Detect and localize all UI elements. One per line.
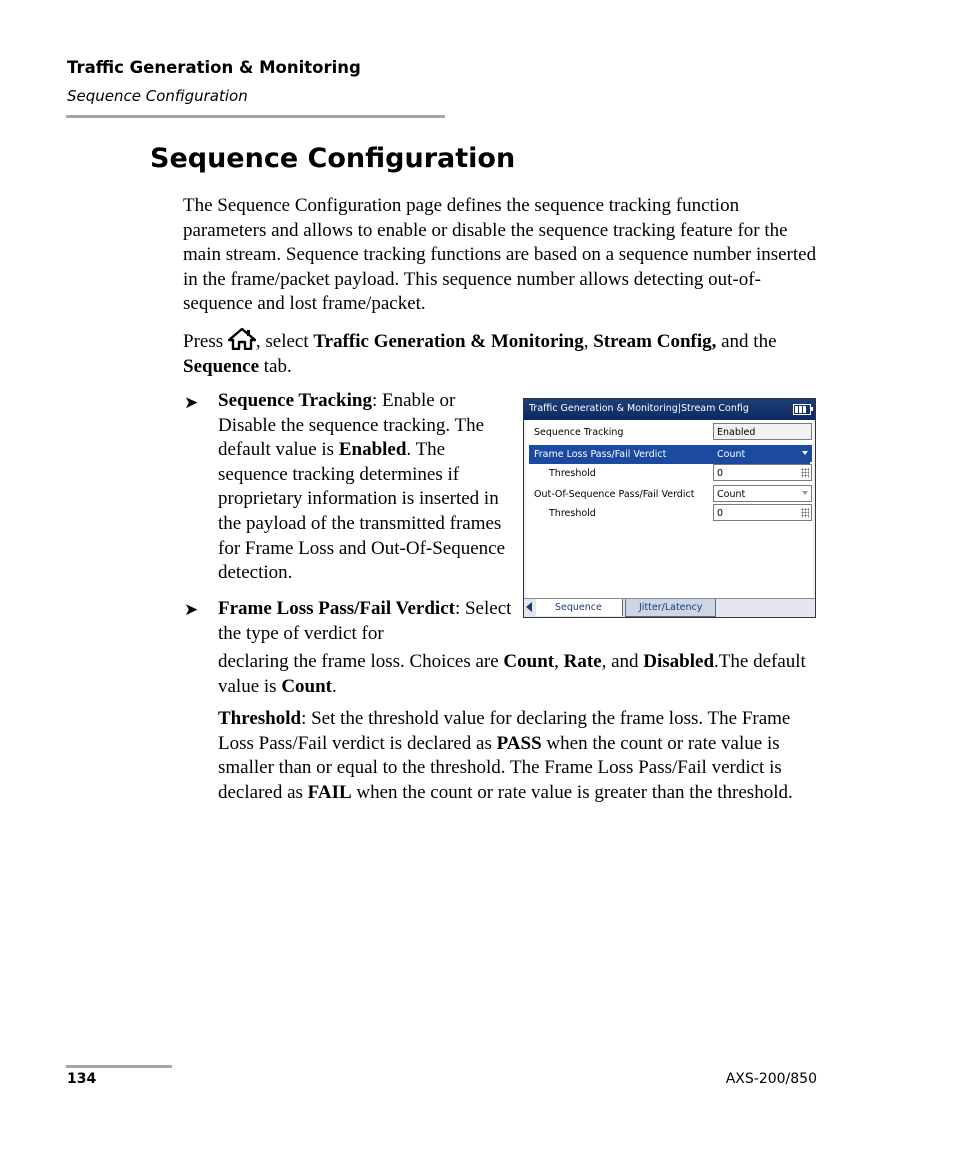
screen-title: Traffic Generation & Monitoring|Stream Config [529, 403, 749, 414]
bullet-arrow: ➤ [184, 600, 199, 619]
frame-loss-verdict-item: Frame Loss Pass/Fail Verdict: Select the type of verdict for [218, 598, 512, 644]
document-id: AXS-200/850 [725, 1071, 817, 1087]
bullet-arrow: ➤ [184, 393, 199, 412]
chevron-down-icon [802, 451, 808, 455]
page-title: Sequence Configuration [150, 143, 516, 174]
battery-icon [793, 404, 811, 415]
screen-titlebar [524, 399, 815, 420]
home-icon [228, 328, 256, 350]
menu-name: Traffic Generation & Monitoring [313, 331, 584, 352]
frame-loss-threshold-input[interactable]: 0 [713, 464, 812, 481]
row-oos-threshold[interactable]: Threshold 0 [529, 504, 810, 523]
chevron-down-icon [802, 491, 808, 495]
row-oos-verdict[interactable]: Out-Of-Sequence Pass/Fail Verdict Count [529, 485, 810, 504]
sequence-tracking-field[interactable]: Enabled [713, 423, 812, 440]
row-frame-loss-threshold[interactable]: Threshold 0 [529, 464, 810, 483]
screen-tab-bar [524, 598, 815, 617]
scroll-left-icon[interactable] [526, 602, 532, 612]
sequence-config-screenshot [523, 398, 816, 618]
oos-threshold-input[interactable]: 0 [713, 504, 812, 521]
running-header-chapter: Traffic Generation & Monitoring [67, 58, 361, 77]
tab-name: Sequence [183, 355, 259, 377]
tab-jitter-latency[interactable]: Jitter/Latency [625, 599, 716, 617]
running-header-section: Sequence Configuration [67, 87, 248, 105]
footer-rule [66, 1065, 172, 1068]
screen-body [526, 420, 813, 600]
verdict-continuation: declaring the frame loss. Choices are Count, Rate, and Disabled.The default value is Count. [218, 651, 806, 697]
sequence-tracking-item: Sequence Tracking: Enable or Disable the sequence tracking. The default value is Enabled. The sequence tracking determines if proprietary information is inserted in the payload of the transmitted frames for Frame Loss and Out-Of-Sequence detection. [218, 390, 506, 584]
row-sequence-tracking[interactable]: Sequence Tracking Enabled [529, 423, 810, 442]
intro-paragraph: The Sequence Configuration page defines the sequence tracking function parameters and allows to enable or disable the sequence tracking feature for the main stream. Sequence tracking functions are based on a sequence number inserted in the frame/packet payload. This sequence number allows detecting out-of-sequence and lost frame/packet. [183, 195, 817, 315]
frame-loss-verdict-select[interactable]: Count [713, 445, 812, 462]
threshold-paragraph: Threshold: Set the threshold value for declaring the frame loss. The Frame Loss Pass/Fail verdict is declared as PASS when the count or rate value is smaller than or equal to the threshold. The Frame Loss Pass/Fail verdict is declared as FAIL when the count or rate value is greater than the threshold. [218, 708, 793, 803]
page-number: 134 [67, 1071, 97, 1087]
submenu-name: Stream Config, [593, 331, 717, 352]
tab-sequence[interactable]: Sequence [536, 599, 623, 616]
header-rule [66, 115, 445, 118]
oos-verdict-select[interactable]: Count [713, 485, 812, 502]
keypad-icon [801, 468, 809, 478]
navigation-paragraph: Press , select Traffic Generation & Monitoring, Stream Config, and the Sequence tab. [183, 328, 823, 379]
keypad-icon [801, 508, 809, 518]
row-frame-loss-verdict[interactable]: Frame Loss Pass/Fail Verdict Count [529, 445, 810, 464]
